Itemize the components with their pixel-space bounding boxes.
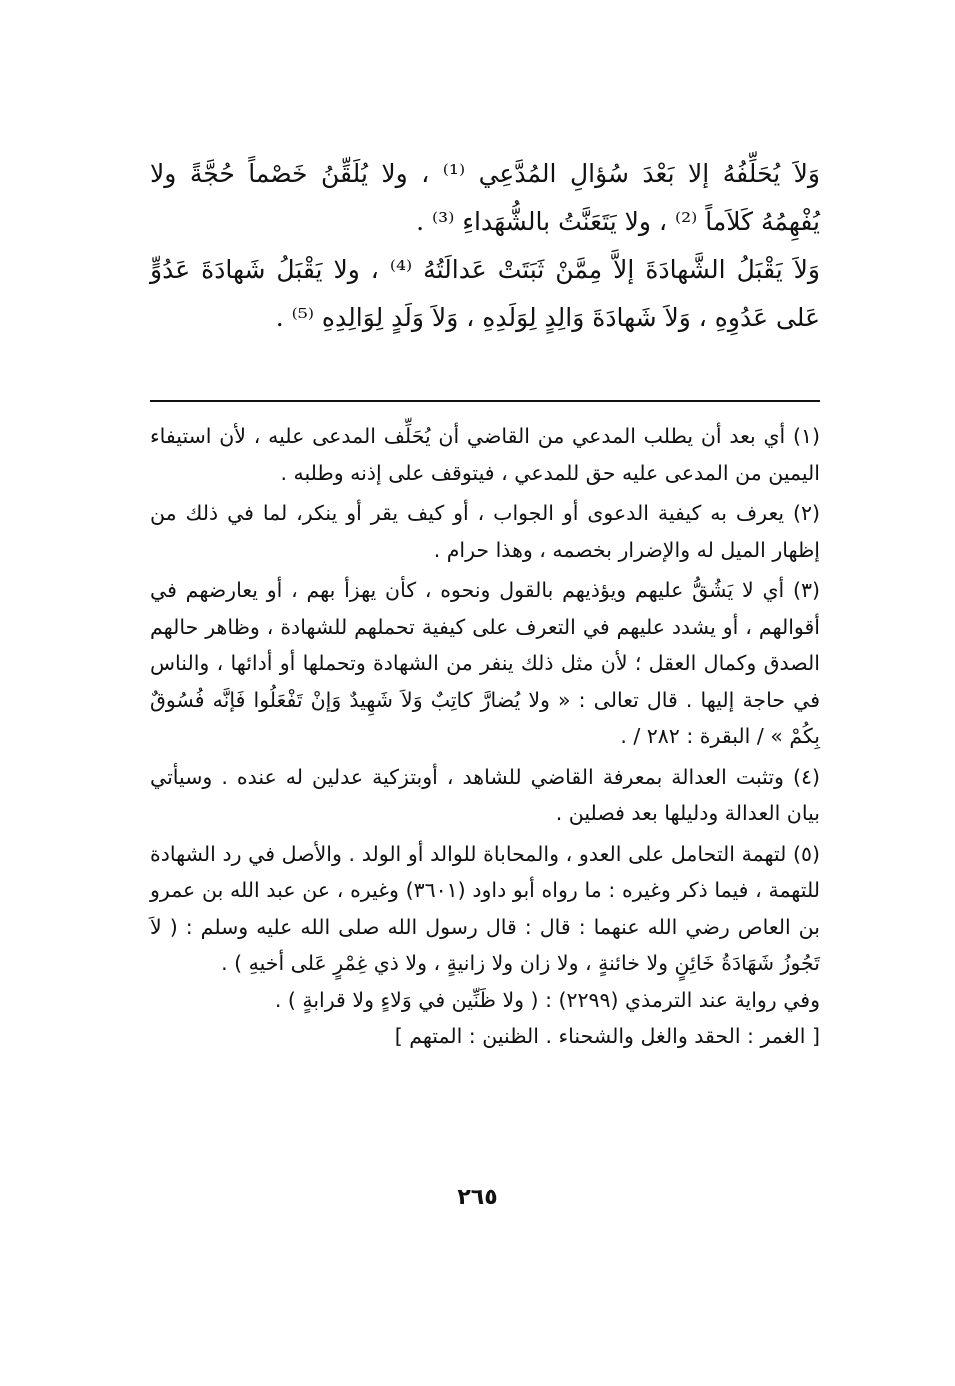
footnotes — [150, 418, 820, 1055]
footnote-glossary: [ الغمر : الحقد والغل والشحناء . الظنين : المتهم ] — [394, 1024, 820, 1048]
footnote-2: (٢) يعرف به كيفية الدعوى أو الجواب ، أو كيف يقر أو ينكر، لما في ذلك من إظهار الميل له والإضرار بخصمه ، وهذا حرام . — [150, 501, 820, 562]
footnote-4: (٤) وتثبت العدالة بمعرفة القاضي للشاهد ، أوبتزكية عدلين له عنده . وسيأتي بيان العدالة ودليلها بعد فصلين . — [150, 764, 820, 825]
footnote-5-continuation: وفي رواية عند الترمذي (٢٢٩٩) : ( ولا ظَنِّين في وَلاءٍ ولا قرابةٍ ) . — [274, 987, 820, 1012]
footnote-5: (٥) لتهمة التحامل على العدو ، والمحاباة للوالد أو الولد . والأصل في رد الشهادة للتهمة ، فيما ذكر وغيره : ما رواه أبو داود (٣٦٠١) وغيره ، عن عبد الله بن عمرو بن العاص رضي الله عنهما : قال : قال رسول الله صلى الله عليه وسلم : ( لاَ تَجُوزُ شَهَادَةُ خَائِنٍ ولا خائنةٍ ، ولا زان ولا زانيةٍ ، ولا ذي غِمْرٍ عَلى أخيهِ ) . — [150, 841, 820, 975]
page-number: ٢٦٥ — [457, 1185, 498, 1210]
footnote-1: (١) أي بعد أن يطلب المدعي من القاضي أن يُحَلِّف المدعى عليه ، لأن استيفاء اليمين من المدعى عليه حق للمدعي ، فيتوقف على إذنه وطلبه . — [150, 424, 820, 485]
footnote-3: (٣) أي لا يَشُقُّ عليهم ويؤذيهم بالقول ونحوه ، كأن يهزأ بهم ، أو يعارضهم في أقوالهم ، أو يشدد عليهم في التعرف على كيفية تحملهم للشهادة ، وظاهر حالهم الصدق وكمال العقل ؛ لأن مثل ذلك ينفر من الشهادة وتحملها أو أدائها ، والناس في حاجة إليها . قال تعالى : « ولا يُضارَّ كاتِبٌ وَلاَ شَهِيدٌ وَإنْ تَفْعَلُوا فَإنَّه فُسُوقٌ بِكُمْ » / البقرة : ٢٨٢ / . — [150, 578, 820, 748]
footnote-divider — [150, 400, 820, 402]
main-text — [150, 150, 820, 342]
main-paragraph-1: وَلاَ يُحَلِّفُهُ إلا بَعْدَ سُؤالِ المُدَّعِي ⁽¹⁾ ، ولا يُلَقِّنُ خَصْماً حُجَّةً ولا يُفْهِمُهُ كَلاَماً ⁽²⁾ ، ولا يَتَعَنَّتُ بالشُّهَداءِ ⁽³⁾ . — [150, 159, 820, 236]
main-paragraph-2: وَلاَ يَقْبَلُ الشَّهادَةَ إلاَّ مِمَّنْ ثَبَتَتْ عَدالَتُهُ ⁽⁴⁾ ، ولا يَقْبَلُ شَهادَةَ عَدُوٍّ عَلى عَدُوِهِ ، وَلاَ شَهادَةَ وَالِدٍ لِوَلَدِهِ ، وَلاَ وَلَدٍ لِوَالِدِهِ ⁽⁵⁾ . — [150, 255, 820, 332]
